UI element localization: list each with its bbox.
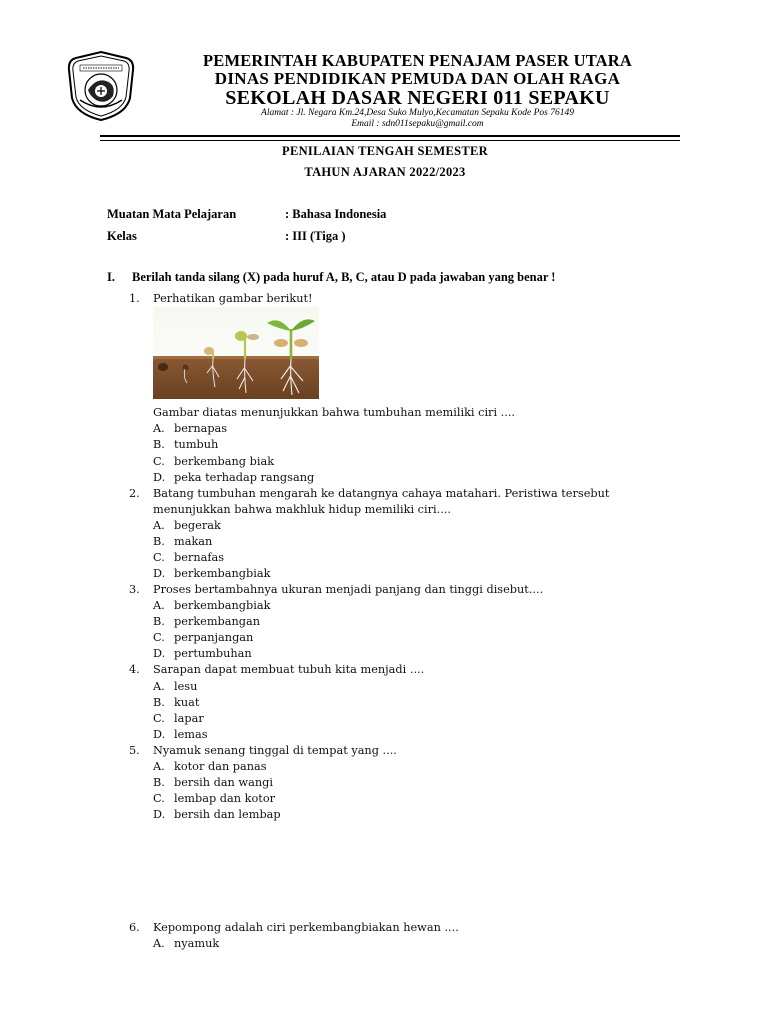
option-b[interactable]: B. makan (153, 535, 213, 548)
section-instruction: Berilah tanda silang (X) pada huruf A, B, C, atau D pada jawaban yang benar ! (132, 270, 556, 284)
option-a[interactable]: A. begerak (153, 519, 221, 532)
option-c[interactable]: C. berkembang biak (153, 455, 275, 468)
option-c[interactable]: C. perpanjangan (153, 631, 254, 644)
option-d[interactable]: D. berkembangbiak (153, 567, 271, 580)
question-text: Proses bertambahnya ukuran menjadi panjang dan tinggi disebut.... (153, 583, 544, 596)
question-number: 4. (129, 663, 140, 676)
question-number: 5. (129, 744, 140, 757)
class-value: : III (Tiga ) (285, 229, 346, 243)
question-text: Nyamuk senang tinggal di tempat yang .... (153, 744, 397, 757)
option-c[interactable]: C. lembap dan kotor (153, 792, 276, 805)
option-a[interactable]: A. berkembangbiak (153, 599, 271, 612)
question-number: 6. (129, 921, 140, 934)
option-d[interactable]: D. bersih dan lembap (153, 808, 281, 821)
header-school-name: SEKOLAH DASAR NEGERI 011 SEPAKU (225, 87, 610, 109)
option-a[interactable]: A. nyamuk (153, 937, 220, 950)
option-d[interactable]: D. peka terhadap rangsang (153, 471, 315, 484)
option-c[interactable]: C. bernafas (153, 551, 225, 564)
question-text: Batang tumbuhan mengarah ke datangnya cahaya matahari. Peristiwa tersebut (153, 487, 610, 500)
question-text: Sarapan dapat membuat tubuh kita menjadi .... (153, 663, 425, 676)
subject-value: : Bahasa Indonesia (285, 207, 387, 221)
option-d[interactable]: D. pertumbuhan (153, 647, 252, 660)
option-a[interactable]: A. kotor dan panas (153, 760, 267, 773)
school-logo (66, 50, 136, 122)
option-b[interactable]: B. kuat (153, 696, 200, 709)
option-a[interactable]: A. lesu (153, 680, 198, 693)
header-government: PEMERINTAH KABUPATEN PENAJAM PASER UTARA (202, 51, 633, 70)
header-divider-thick (100, 135, 680, 137)
section-number: I. (107, 270, 115, 284)
option-d[interactable]: D. lemas (153, 728, 208, 741)
question-text: Kepompong adalah ciri perkembangbiakan hewan .... (153, 921, 459, 934)
header-address: Alamat : Jl. Negara Km.24,Desa Suko Mulyo,Kecamatan Sepaku Kode Pos 76149 (261, 108, 574, 118)
option-b[interactable]: B. bersih dan wangi (153, 776, 273, 789)
question-intro: Perhatikan gambar berikut! (153, 292, 313, 305)
question-1-text: Gambar diatas menunjukkan bahwa tumbuhan memiliki ciri .... (153, 406, 516, 419)
exam-title: PENILAIAN TENGAH SEMESTER (282, 144, 488, 158)
question-text-cont: menunjukkan bahwa makhluk hidup memiliki ciri.... (153, 503, 451, 516)
question-number: 3. (129, 583, 140, 596)
option-b[interactable]: B. tumbuh (153, 438, 219, 451)
header-divider-thin (100, 140, 680, 141)
header-email: Email : sdn011sepaku@gmail.com (351, 119, 484, 129)
subject-label: Muatan Mata Pelajaran (107, 207, 237, 221)
header-department: DINAS PENDIDIKAN PEMUDA DAN OLAH RAGA (214, 69, 621, 88)
question-number: 1. (129, 292, 140, 305)
question-number: 2. (129, 487, 140, 500)
exam-year: TAHUN AJARAN 2022/2023 (304, 165, 466, 179)
option-b[interactable]: B. perkembangan (153, 615, 261, 628)
plant-growth-illustration (153, 307, 319, 399)
class-label: Kelas (107, 229, 137, 243)
option-a[interactable]: A. bernapas (153, 422, 228, 435)
option-c[interactable]: C. lapar (153, 712, 204, 725)
